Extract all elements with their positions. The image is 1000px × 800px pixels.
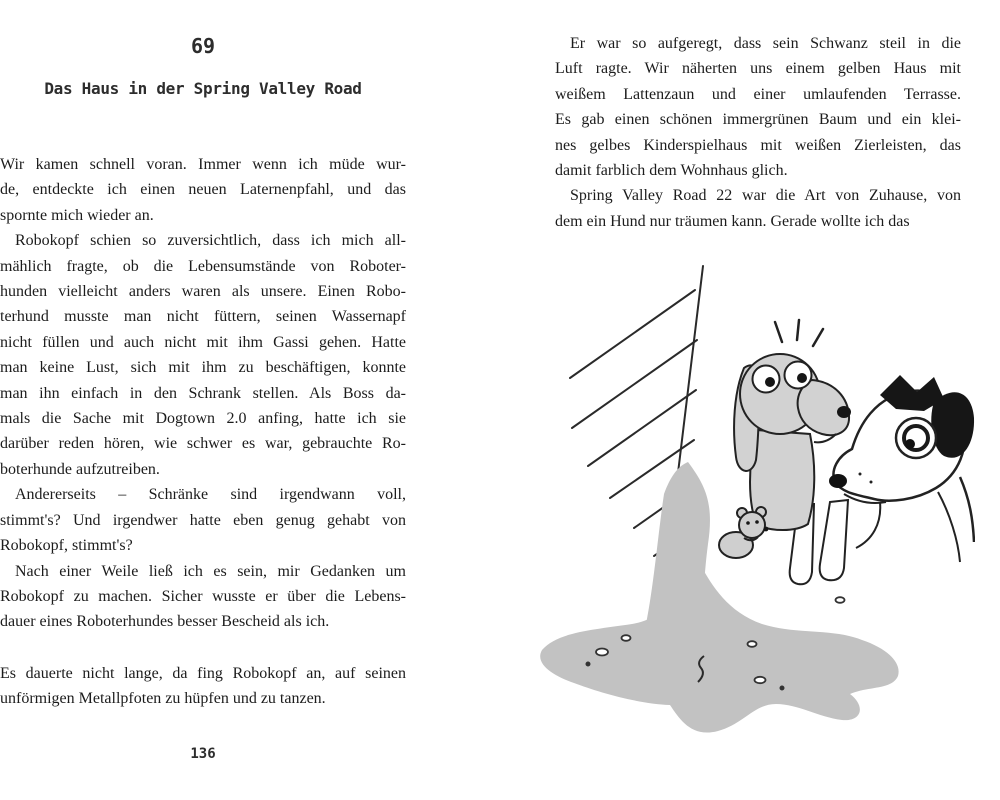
text-line: mählich fragte, ob die Lebensumstände von Roboter- xyxy=(0,257,406,275)
paragraph xyxy=(0,559,406,635)
text-line: stimmt's? Und irgendwer hatte eben genug gehabt von xyxy=(0,511,406,529)
text-line: Nach einer Weile ließ ich es sein, mir Gedanken um xyxy=(15,562,406,580)
text-line: darüber reden hören, wie schwer es war, gebrauchte Ro- xyxy=(0,435,406,453)
white-dog-nose xyxy=(829,474,847,488)
text-line: dem ein Hund nur träumen kann. Gerade wollte ich das xyxy=(555,212,910,230)
text-line: unförmigen Metallpfoten zu hüpfen und zu tanzen. xyxy=(0,690,326,708)
paragraph xyxy=(0,661,406,712)
text-line: man ihn einfach in den Schrank stellen. Als Boss da- xyxy=(0,384,406,402)
paragraph xyxy=(0,228,406,482)
text-line: de, entdeckte ich einen neuen Laternenpfahl, und das xyxy=(0,181,406,199)
right-page-body-text xyxy=(555,31,961,234)
text-line: hunden vielleicht anders waren als unsere. Einen Robo- xyxy=(0,283,406,301)
white-dog xyxy=(829,375,974,562)
toy-mouse xyxy=(719,507,768,558)
text-line: nes gelbes Kinderspielhaus mit weißen Zierleisten, das xyxy=(555,136,961,154)
text-line: damit farblich dem Wohnhaus glich. xyxy=(555,162,788,180)
mouse-nose xyxy=(764,527,769,532)
text-line: Es gab einen schönen immergrünen Baum und ein klei- xyxy=(555,111,961,129)
white-dog-ear xyxy=(931,392,974,457)
paragraph xyxy=(555,31,961,183)
chapter-title: Das Haus in der Spring Valley Road xyxy=(44,79,362,98)
surprise-marks xyxy=(775,320,823,346)
text-line: Robokopf schien so zuversichtlich, dass ich mich all- xyxy=(15,232,406,250)
page-left xyxy=(0,0,406,800)
paragraph xyxy=(0,482,406,558)
text-line: Spring Valley Road 22 war die Art von Zuhause, von xyxy=(570,187,961,205)
text-line: Andererseits – Schränke sind irgendwann voll, xyxy=(15,486,406,504)
text-line: Er war so aufgeregt, dass sein Schwanz steil in die xyxy=(570,35,961,52)
text-line: weißem Lattenzaun und einer umlaufenden Terrasse. xyxy=(555,85,961,103)
text-line: nicht füllen und auch nicht mit ihm Gassi gehen. Hatte xyxy=(0,333,406,351)
text-line: man keine Lust, sich mit ihm zu beschäftigen, konnte xyxy=(0,359,406,377)
illustration-dogs-peeking-around-corner xyxy=(530,252,975,757)
text-line: Es dauerte nicht lange, da fing Robokopf an, auf seinen xyxy=(0,664,406,682)
paragraph xyxy=(0,152,406,228)
text-line: Robokopf, stimmt's? xyxy=(0,537,133,555)
mouse-head xyxy=(739,512,765,538)
text-line: Robokopf zu machen. Sicher wusste er über die Lebens- xyxy=(0,587,406,605)
chapter-number: 69 xyxy=(190,34,216,58)
text-line: boterhunde aufzutreiben. xyxy=(0,460,160,478)
text-line: mals die Sache mit Dogtown 2.0 anfing, hatte ich sie xyxy=(0,410,406,428)
text-line: spornte mich wieder an. xyxy=(0,206,154,224)
text-line: Luft ragte. Wir näherten uns einem gelben Haus mit xyxy=(555,60,961,78)
text-line: Wir kamen schnell voran. Immer wenn ich müde wur- xyxy=(0,156,406,173)
page-number: 136 xyxy=(190,746,216,762)
gray-dog-nose xyxy=(837,406,851,418)
white-dog-neck xyxy=(960,477,974,542)
left-page-body-text xyxy=(0,152,406,712)
text-line: terhund musste man nicht füttern, seinen Wassernapf xyxy=(0,308,406,326)
text-line: dauer eines Roboterhundes besser Bescheid als ich. xyxy=(0,613,330,631)
paragraph xyxy=(555,183,961,234)
